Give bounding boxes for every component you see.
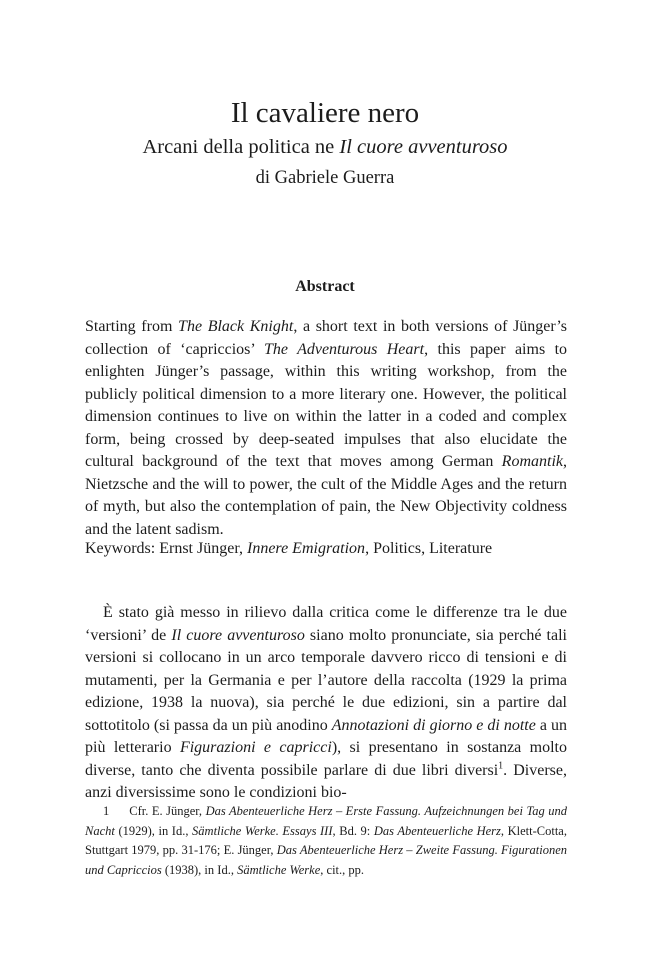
abstract-heading: Abstract	[295, 278, 355, 295]
footnote-reference[interactable]: 1	[498, 760, 504, 772]
keywords-text-2: , Politics, Literature	[365, 540, 493, 557]
abstract-text-2: , a short text in both versions of Jünger’s collection of ‘capriccios’	[85, 318, 567, 358]
abstract-text-3: , this paper aims to enlighten Jünger’s passage, within this writing workshop, from the publicly political dimension to a more literary one. However, the political dimension continues to live on within the latter in a coded and complex form, being crossed by deep-seated impulses that also elucidate the cultural background of the text that moves among German	[85, 340, 568, 470]
subtitle-text: Arcani della politica ne	[142, 136, 340, 158]
body-text-2: siano molto pronunciate, sia perché tali versioni si collocano in un arco temporale davvero ricco di tensioni e di mutamenti, per la Germania e per l’autore della raccolta (1929 la prima edizione, 1938 la nuova), sia perché le due edizioni, sin a partire dal sottotitolo (si passa da un più anodino	[85, 626, 567, 734]
footnote-italic-3: Das Abenteuerliche Herz	[373, 823, 501, 838]
abstract-text-1: Starting from	[85, 318, 179, 335]
abstract-italic-2: The Adventurous Heart	[263, 340, 425, 358]
body-italic-2: Annotazioni di giorno e di notte	[331, 716, 536, 734]
body-text-3: a un più letterario	[85, 716, 567, 756]
footnote-italic-1: Das Abenteuerliche Herz – Erste Fassung. Aufzeichnungen bei Tag und Nacht	[85, 804, 567, 838]
footnote	[85, 802, 567, 880]
footnote-italic-5: Sämtliche Werke	[237, 862, 321, 877]
body-paragraph	[85, 602, 567, 805]
author-line: di Gabriele Guerra	[255, 168, 395, 188]
subtitle-italic-title: Il cuore avventuroso	[339, 136, 508, 158]
body-text-1: È stato già messo in rilievo dalla critica come le differenze tra le due ‘versioni’ de	[85, 604, 567, 644]
footnote-text-4: , Klett-Cotta, Stuttgart 1979, pp. 31-176; E. Jünger,	[85, 823, 567, 857]
abstract-italic-3: Romantik	[501, 453, 563, 470]
page-subtitle	[0, 134, 650, 160]
body-italic-3: Figurazioni e capricci	[179, 739, 332, 756]
footnote-text-6: , cit., pp.	[320, 862, 365, 877]
footnote-italic-4: Das Abenteuerliche Herz – Zweite Fassung. Figurationen und Capriccios	[85, 843, 568, 877]
abstract-text-4: , Nietzsche and the will to power, the cult of the Middle Ages and the return of myth, but also the contemplation of pain, the New Objectivity coldness and the latent sadism.	[85, 453, 567, 538]
footnote-text-2: (1929), in Id.,	[114, 823, 193, 838]
abstract-italic-1: The Black Knight	[178, 318, 294, 335]
footnote-text-1: Cfr. E. Jünger,	[129, 804, 206, 818]
footnote-text-3: , Bd. 9:	[332, 823, 374, 838]
body-text-5: . Diverse, anzi diversissime sono le condizioni bio-	[85, 761, 567, 801]
keywords-italic-1: Innere Emigration	[247, 540, 366, 557]
footnote-italic-2: Sämtliche Werke. Essays III	[192, 823, 333, 838]
body-italic-1: Il cuore avventuroso	[171, 626, 305, 644]
keywords-line	[85, 538, 567, 561]
keywords-text-1: Keywords: Ernst Jünger,	[85, 540, 247, 557]
page-title: Il cavaliere nero	[230, 97, 420, 129]
body-text-4: ), si presentano in sostanza molto diverse, tanto che diventa possibile parlare di due libri diversi	[85, 739, 568, 779]
footnote-number: 1	[103, 804, 110, 818]
footnote-text-5: (1938), in Id.,	[161, 862, 238, 877]
abstract-paragraph	[85, 316, 567, 541]
